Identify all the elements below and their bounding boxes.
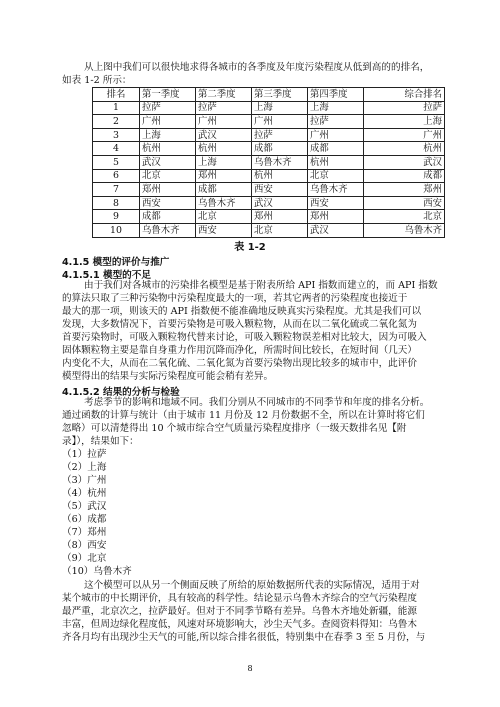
subsection-heading: 4.1.5.2 结果的分析与检验 <box>62 387 180 398</box>
table-cell: 武汉 <box>196 128 252 142</box>
table-cell: 上海 <box>140 128 196 142</box>
table-cell: 成都 <box>140 210 196 224</box>
table-cell: 广州 <box>364 128 445 142</box>
table-cell: 成都 <box>196 183 252 197</box>
table-cell: 乌鲁木齐 <box>196 196 252 210</box>
paragraph-line: 忽略）可以清楚得出 10 个城市综合空气质量污染程度排序（一级天数排名见【附 <box>62 423 407 434</box>
table-cell: 上海 <box>196 155 252 169</box>
table-row <box>93 128 445 142</box>
table-cell: 乌鲁木齐 <box>364 223 445 237</box>
table-cell: 6 <box>93 169 140 183</box>
table-cell: 9 <box>93 210 140 224</box>
page-number: 8 <box>247 664 253 673</box>
table-cell: 上海 <box>364 115 445 129</box>
table-cell: 西安 <box>308 196 364 210</box>
table-cell: 西安 <box>196 223 252 237</box>
table-cell: 拉萨 <box>140 101 196 115</box>
paragraph-line: 固体颗粒物主要是靠自身重力作用沉降而净化，所需时间比较长，在短时间（几天） <box>62 345 417 356</box>
table-row <box>93 115 445 129</box>
table-cell: 拉萨 <box>252 128 308 142</box>
table-cell: 8 <box>93 196 140 210</box>
table-cell: 成都 <box>364 169 445 183</box>
paragraph-line: 丰富，但周边绿化程度低，风速对环境影响大，沙尘天气多。查阅资料得知：乌鲁木 <box>62 619 417 630</box>
table-cell: 北京 <box>308 169 364 183</box>
paragraph-line: 这个模型可以从另一个侧面反映了所给的原始数据所代表的实际情况，适用于对 <box>84 580 420 591</box>
table-cell: 广州 <box>140 115 196 129</box>
table-cell: 北京 <box>252 223 308 237</box>
table-row <box>93 196 445 210</box>
table-row <box>93 155 445 169</box>
paragraph-line: 最严重，北京次之，拉萨最好。但对于不同季节略有差异。乌鲁木齐地处新疆，能源 <box>62 606 417 617</box>
list-item: （10）乌鲁木齐 <box>62 566 132 577</box>
table-cell: 武汉 <box>140 155 196 169</box>
table-cell: 北京 <box>196 210 252 224</box>
table-cell: 杭州 <box>364 142 445 156</box>
table-cell: 乌鲁木齐 <box>308 183 364 197</box>
table-cell: 10 <box>93 223 140 237</box>
table-cell: 1 <box>93 101 140 115</box>
table-cell: 7 <box>93 183 140 197</box>
list-item: （9）北京 <box>62 553 107 564</box>
table-header-cell: 第三季度 <box>252 88 308 102</box>
intro-line-2: 如表 1-2 所示： <box>62 75 132 86</box>
table-cell: 广州 <box>252 115 308 129</box>
table-cell: 3 <box>93 128 140 142</box>
list-item: （2）上海 <box>62 462 107 473</box>
table-cell: 拉萨 <box>196 101 252 115</box>
ranking-table <box>92 87 445 238</box>
table-header-cell: 排名 <box>93 88 140 102</box>
paragraph-line: 模型得出的结果与实际污染程度可能会稍有差异。 <box>62 371 274 382</box>
table-cell: 郑州 <box>364 183 445 197</box>
list-item: （4）杭州 <box>62 488 107 499</box>
table-cell: 杭州 <box>252 169 308 183</box>
section-heading: 4.1.5 模型的评价与推广 <box>62 257 170 268</box>
subsection-heading: 4.1.5.1 模型的不足 <box>62 270 151 281</box>
table-cell: 4 <box>93 142 140 156</box>
table-header-cell: 第一季度 <box>140 88 196 102</box>
table-cell: 武汉 <box>252 196 308 210</box>
table-cell: 拉萨 <box>364 101 445 115</box>
table-cell: 西安 <box>364 196 445 210</box>
table-row <box>93 101 445 115</box>
paragraph-line: 齐各月均有出现沙尘天气的可能,所以综合排名很低，特别集中在春季 3 至 5 月份，与 <box>62 632 426 643</box>
table-header-cell: 综合排名 <box>364 88 445 102</box>
table-cell: 上海 <box>252 101 308 115</box>
table-cell: 郑州 <box>196 169 252 183</box>
table-header-cell: 第四季度 <box>308 88 364 102</box>
list-item: （5）武汉 <box>62 501 107 512</box>
table-cell: 成都 <box>308 142 364 156</box>
list-item: （6）成都 <box>62 514 107 525</box>
list-item: （3）广州 <box>62 475 107 486</box>
table-cell: 郑州 <box>140 183 196 197</box>
table-cell: 杭州 <box>140 142 196 156</box>
paragraph-line: 某个城市的中长期评价，具有较高的科学性。结论显示乌鲁木齐综合的空气污染程度 <box>62 593 417 604</box>
table-cell: 拉萨 <box>308 115 364 129</box>
paragraph-line: 录】），结果如下： <box>62 436 139 447</box>
list-item: （8）西安 <box>62 540 107 551</box>
table-cell: 杭州 <box>308 155 364 169</box>
table-row <box>93 210 445 224</box>
table-cell: 广州 <box>308 128 364 142</box>
table-header-row <box>93 88 445 102</box>
paragraph-line: 内变化不大，从而在二氧化硫、二氧化氮为首要污染物出现比较多的城市中，此评价 <box>62 358 417 369</box>
paragraph-line: 的算法只取了三种污染物中污染程度最大的一项，若其它两者的污染程度也接近于 <box>62 293 408 304</box>
paragraph-line: 由于我们对各城市的污染排名模型是基于附表所给 API 指数而建立的，而 API 指数 <box>84 280 438 291</box>
table-cell: 西安 <box>252 183 308 197</box>
table-cell: 北京 <box>364 210 445 224</box>
table-caption: 表 1-2 <box>234 242 266 253</box>
paragraph-line: 最大的那一项，则该天的 API 指数便不能准确地反映真实污染程度。尤其是我们可以 <box>62 306 422 317</box>
paragraph-line: 发现，大多数情况下，首要污染物是可吸入颗粒物，从而在以二氧化硫或二氧化氮为 <box>62 319 417 330</box>
table-row <box>93 223 445 237</box>
paragraph-line: 首要污染物时，可吸入颗粒物代替来讨论，可吸入颗粒物误差相对比较大，因为可吸入 <box>62 332 427 343</box>
table-cell: 西安 <box>140 196 196 210</box>
paragraph-line: 考虑季节的影响和地域不同。我们分别从不同城市的不同季节和年度的排名分析。 <box>84 397 430 408</box>
table-header-cell: 第二季度 <box>196 88 252 102</box>
table-cell: 乌鲁木齐 <box>140 223 196 237</box>
table-cell: 成都 <box>252 142 308 156</box>
table-row <box>93 142 445 156</box>
table-row <box>93 183 445 197</box>
paragraph-line: 通过函数的计算与统计（由于城市 11 月份及 12 月份数据不全，所以在计算时将它们 <box>62 410 425 421</box>
table-cell: 武汉 <box>308 223 364 237</box>
table-body <box>93 101 445 237</box>
table-cell: 5 <box>93 155 140 169</box>
table-cell: 乌鲁木齐 <box>252 155 308 169</box>
table-cell: 上海 <box>308 101 364 115</box>
table-cell: 杭州 <box>196 142 252 156</box>
list-item: （7）郑州 <box>62 527 107 538</box>
table-cell: 武汉 <box>364 155 445 169</box>
table-cell: 广州 <box>196 115 252 129</box>
table-row <box>93 169 445 183</box>
table-cell: 郑州 <box>308 210 364 224</box>
table-cell: 北京 <box>140 169 196 183</box>
list-item: （1）拉萨 <box>62 449 107 460</box>
table-cell: 2 <box>93 115 140 129</box>
table-cell: 郑州 <box>252 210 308 224</box>
intro-line-1: 从上图中我们可以很快地求得各城市的各季度及年度污染程度从低到高的的排名， <box>84 62 430 73</box>
